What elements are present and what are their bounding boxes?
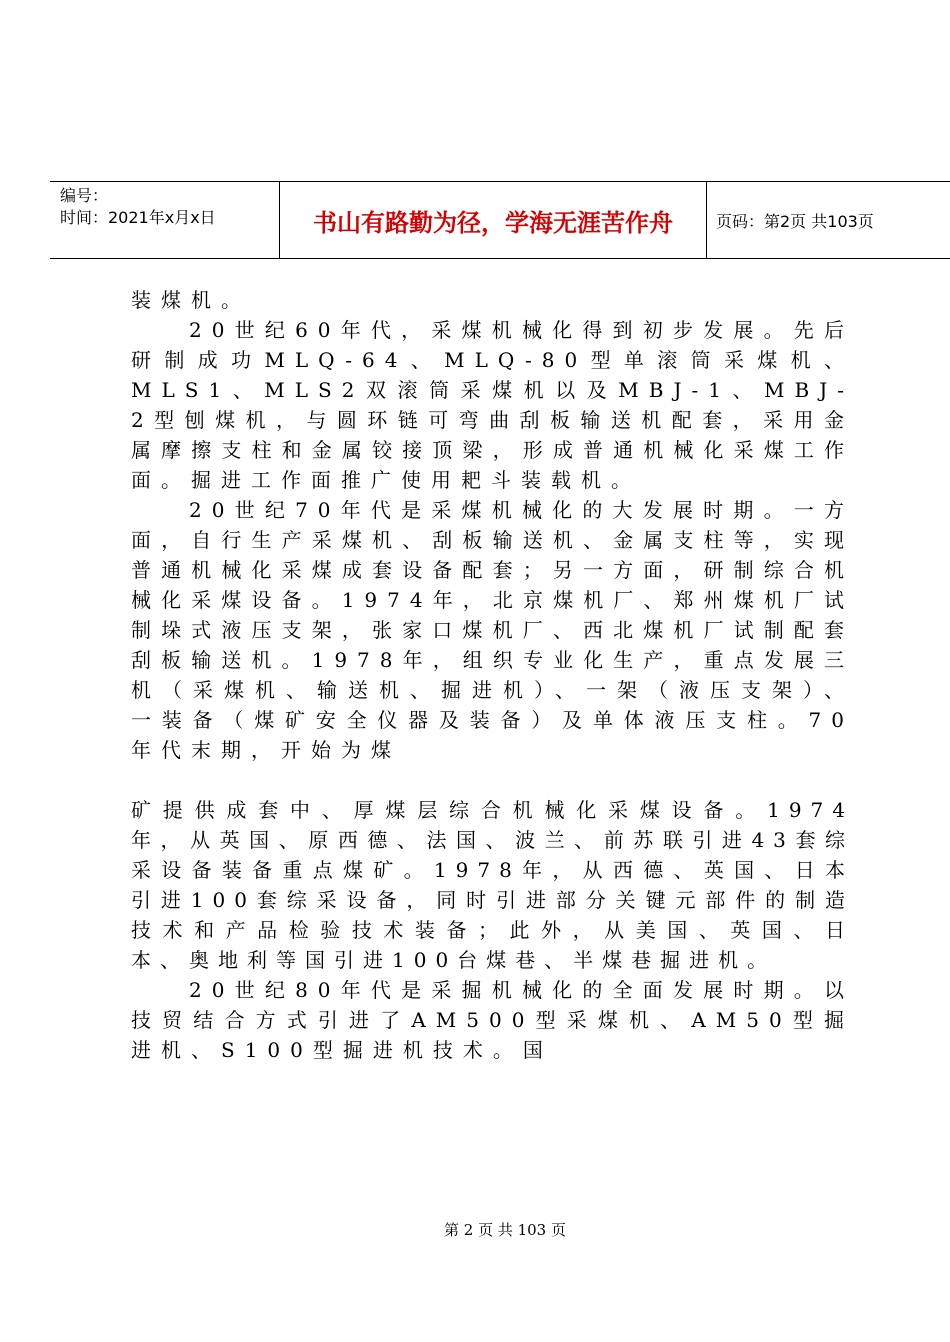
document-number-label: 编号： (60, 186, 109, 205)
paragraph-continuation: 装煤机。 (131, 288, 251, 312)
document-header (50, 181, 950, 259)
document-date-label: 时间：2021年x月x日 (60, 208, 216, 227)
page-break-gap (131, 765, 854, 795)
paragraph-1960s: 20世纪60年代，采煤机械化得到初步发展。先后研制成功MLQ-64、MLQ-80型单滚筒采煤机、MLS1、MLS2双滚筒采煤机以及MBJ-1、MBJ-2型刨煤机，与圆环链可弯曲刮板输送机配套，采用金属摩擦支柱和金属铰接顶梁，形成普通机械化采煤工作面。掘进工作面推广使用耙斗装载机。 (131, 318, 854, 492)
document-body (131, 285, 854, 1065)
header-page-label: 页码：第2页 共103页 (716, 211, 874, 231)
header-motto: 书山有路勤为径，学海无涯苦作舟 (280, 182, 707, 258)
paragraph-imports: 矿提供成套中、厚煤层综合机械化采煤设备。1974年，从英国、原西德、法国、波兰、前苏联引进43套综采设备装备重点煤矿。1978年，从西德、英国、日本引进100套综采设备，同时引进部分关键元部件的制造技术和产品检验技术装备；此外，从美国、英国、日本、奥地利等国引进100台煤巷、半煤巷掘进机。 (131, 798, 854, 972)
paragraph-1970s: 20世纪70年代是采煤机械化的大发展时期。一方面，自行生产采煤机、刮板输送机、金属支柱等，实现普通机械化采煤成套设备配套；另一方面，研制综合机械化采煤设备。1974年，北京煤机厂、郑州煤机厂试制垛式液压支架，张家口煤机厂、西北煤机厂试制配套刮板输送机。1978年，组织专业化生产，重点发展三机（采煤机、输送机、掘进机）、一架（液压支架）、一装备（煤矿安全仪器及装备）及单体液压支柱。70年代末期，开始为煤 (131, 498, 854, 762)
paragraph-1980s: 20世纪80年代是采掘机械化的全面发展时期。以技贸结合方式引进了AM500型采煤机、AM50型掘进机、S100型掘进机技术。国 (131, 978, 854, 1062)
page-footer: 第 2 页 共 103 页 (443, 1221, 566, 1239)
header-meta (50, 182, 280, 258)
